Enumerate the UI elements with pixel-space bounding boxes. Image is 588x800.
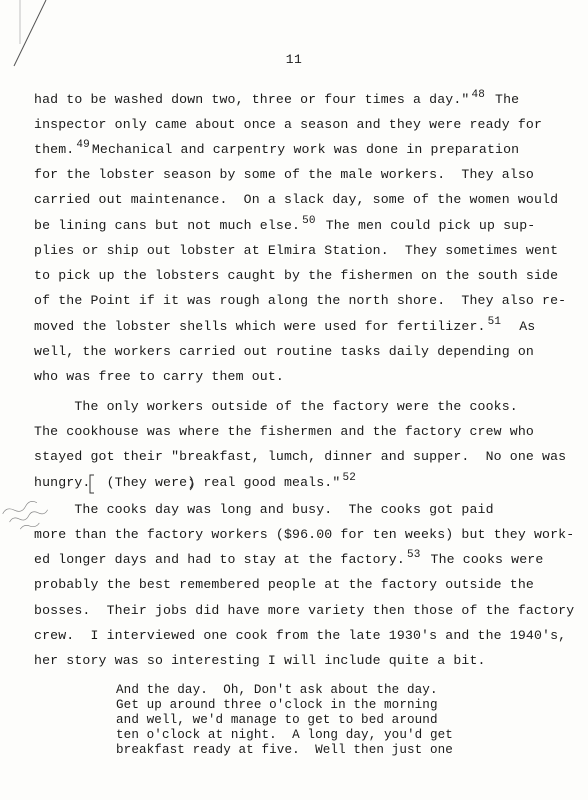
text-line: The only workers outside of the factory were the cooks. <box>34 399 518 414</box>
footnote-marker: 52 <box>342 472 356 484</box>
text-line: be lining cans but not much else. $^{50}$ The men could pick up sup- <box>34 215 536 233</box>
text-line: them. $^{49}$ Mechanical and carpentry work was done in preparation <box>34 139 520 157</box>
text-line: probably the best remembered people at the factory outside the <box>34 577 534 592</box>
text-line: hungry. (They were) real good meals." $^{52}$ <box>34 472 356 490</box>
quote-line: ten o'clock at night. A long day, you'd get <box>116 728 453 742</box>
footnote-marker: 51 <box>487 316 502 328</box>
text-line: had to be washed down two, three or four times a day." $^{48}$ The <box>34 89 520 107</box>
quote-line: And the day. Oh, Don't ask about the day. <box>116 683 438 697</box>
text-line: ed longer days and had to stay at the factory. $^{53}$ The cooks were <box>34 549 544 567</box>
text-line: crew. I interviewed one cook from the late 1930's and the 1940's, <box>34 628 567 643</box>
text-line: to pick up the lobsters caught by the fishermen on the south side <box>34 268 559 283</box>
quote-line: Get up around three o'clock in the morning <box>116 698 438 712</box>
text-line: plies or ship out lobster at Elmira Station. They sometimes went <box>34 243 559 258</box>
text-line: moved the lobster shells which were used for fertilizer. $^{51}$ As <box>34 316 536 334</box>
text-line: carried out maintenance. On a slack day, some of the women would <box>34 192 559 207</box>
quote-line: breakfast ready at five. Well then just one <box>116 743 453 757</box>
text-line: of the Point if it was rough along the north shore. They also re- <box>34 293 567 308</box>
text-line: inspector only came about once a season and they were ready for <box>34 117 543 132</box>
text-line: bosses. Their jobs did have more variety then those of the factory <box>34 603 575 618</box>
text-line: her story was so interesting I will include quite a bit. <box>34 653 486 668</box>
footnote-marker: 50 <box>302 215 316 227</box>
page-number: 11 <box>285 52 303 67</box>
text-line: who was free to carry them out. <box>34 369 284 384</box>
quote-line: and well, we'd manage to get to bed around <box>116 713 438 727</box>
text-line: stayed got their "breakfast, lumch, dinner and supper. No one was <box>34 449 567 464</box>
footnote-marker: 48 <box>471 89 485 101</box>
footnote-marker: 49 <box>76 139 90 151</box>
footnote-marker: 53 <box>406 549 421 561</box>
text-line: The cookhouse was where the fishermen and the factory crew who <box>34 424 534 439</box>
text-line: well, the workers carried out routine tasks daily depending on <box>34 344 534 359</box>
text-line: The cooks day was long and busy. The cooks got paid <box>34 502 494 517</box>
text-line: for the lobster season by some of the male workers. They also <box>34 167 534 182</box>
text-line: more than the factory workers ($96.00 for ten weeks) but they work- <box>34 527 575 542</box>
editorial-bracket-mark <box>86 473 206 495</box>
